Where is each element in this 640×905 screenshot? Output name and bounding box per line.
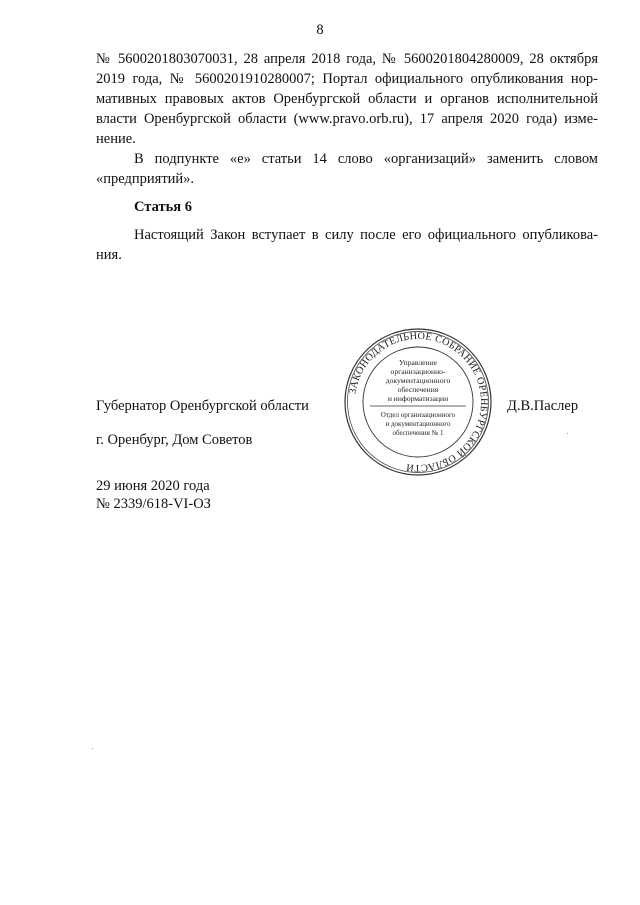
item-line: В подпункте «е» статьи 14 слово «организаций» заменить словом — [134, 151, 598, 167]
official-seal — [343, 327, 493, 477]
body-line: мативных правовых актов Оренбургской области и органов исполнительной — [96, 91, 598, 107]
seal-line: обеспечения — [397, 385, 439, 394]
body-line: нение. — [96, 131, 136, 147]
item-line: «предприятий». — [96, 171, 195, 187]
seal-line: и информатизации — [387, 394, 449, 403]
signature-place: г. Оренбург, Дом Советов — [96, 432, 253, 448]
seal-line: организационно- — [390, 367, 446, 376]
page-number: 8 — [316, 22, 324, 38]
seal-outer-text: ЗАКОНОДАТЕЛЬНОЕ СОБРАНИЕ ОРЕНБУРГСКОЙ ОБЛАСТИ — [347, 330, 490, 474]
scan-speck — [92, 748, 93, 749]
signature-date: 29 июня 2020 года — [96, 478, 210, 494]
seal-line: Отдел организационного — [380, 411, 456, 419]
article-line: Настоящий Закон вступает в силу после его официального опубликова- — [134, 227, 598, 243]
law-number: № 2339/618-VI-ОЗ — [96, 496, 211, 512]
body-line: власти Оренбургской области (www.pravo.orb.ru), 17 апреля 2020 года) изме- — [96, 111, 598, 127]
seal-line: Управление — [398, 358, 438, 367]
body-line: № 5600201803070031, 28 апреля 2018 года, № 5600201804280009, 28 октября — [96, 51, 598, 67]
article-title: Статья 6 — [134, 199, 192, 215]
signature-position: Губернатор Оренбургской области — [96, 398, 309, 414]
article-line: ния. — [96, 247, 122, 263]
seal-line: обеспечения № 1 — [392, 429, 444, 437]
body-line: 2019 года, № 5600201910280007; Портал официального опубликования нор- — [96, 71, 598, 87]
seal-line: документационного — [385, 376, 451, 385]
seal-line: и документационного — [385, 420, 451, 428]
scan-speck — [567, 433, 568, 434]
signature-name: Д.В.Паслер — [507, 398, 579, 414]
